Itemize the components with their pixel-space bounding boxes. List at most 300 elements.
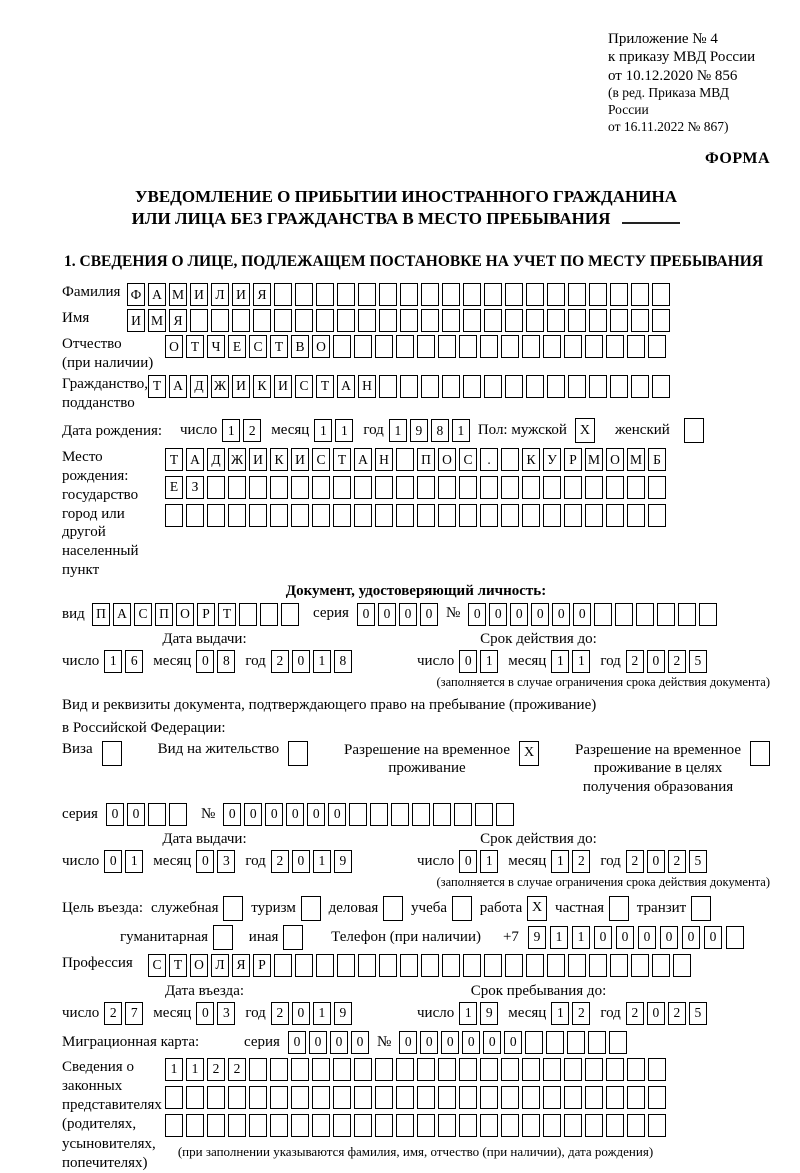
char-cell[interactable]: [316, 283, 334, 306]
char-cell[interactable]: [207, 1086, 225, 1109]
char-cell[interactable]: 0: [196, 850, 214, 873]
char-cell[interactable]: 1: [104, 650, 122, 673]
char-cell[interactable]: [358, 309, 376, 332]
char-cell[interactable]: [270, 1114, 288, 1137]
char-cell[interactable]: [652, 309, 670, 332]
char-cell[interactable]: М: [148, 309, 166, 332]
char-cell[interactable]: Р: [253, 954, 271, 977]
char-cell[interactable]: [609, 896, 629, 921]
char-cell[interactable]: [270, 504, 288, 527]
char-cell[interactable]: [288, 741, 308, 766]
char-cell[interactable]: [283, 925, 303, 950]
char-cell[interactable]: [358, 283, 376, 306]
char-cell[interactable]: [291, 1114, 309, 1137]
char-cell[interactable]: 1: [222, 419, 240, 442]
char-cell[interactable]: П: [417, 448, 435, 471]
char-cell[interactable]: 0: [552, 603, 570, 626]
char-cell[interactable]: 0: [399, 603, 417, 626]
char-cell[interactable]: 2: [668, 1002, 686, 1025]
char-cell[interactable]: 0: [459, 850, 477, 873]
char-cell[interactable]: Т: [316, 375, 334, 398]
char-cell[interactable]: [480, 1058, 498, 1081]
char-cell[interactable]: [636, 603, 654, 626]
char-cell[interactable]: [442, 954, 460, 977]
char-cell[interactable]: [253, 309, 271, 332]
char-cell[interactable]: 1: [551, 850, 569, 873]
char-cell[interactable]: 0: [420, 603, 438, 626]
char-cell[interactable]: [400, 954, 418, 977]
char-cell[interactable]: [312, 476, 330, 499]
char-cell[interactable]: [526, 375, 544, 398]
char-cell[interactable]: [699, 603, 717, 626]
char-cell[interactable]: 2: [243, 419, 261, 442]
char-cell[interactable]: 0: [647, 1002, 665, 1025]
char-cell[interactable]: [547, 954, 565, 977]
char-cell[interactable]: [417, 1086, 435, 1109]
char-cell[interactable]: [726, 926, 744, 949]
char-cell[interactable]: [526, 309, 544, 332]
char-cell[interactable]: 2: [271, 1002, 289, 1025]
char-cell[interactable]: [421, 283, 439, 306]
char-cell[interactable]: 1: [572, 926, 590, 949]
char-cell[interactable]: [438, 335, 456, 358]
char-cell[interactable]: [585, 476, 603, 499]
char-cell[interactable]: [459, 335, 477, 358]
char-cell[interactable]: И: [232, 283, 250, 306]
char-cell[interactable]: [186, 1086, 204, 1109]
char-cell[interactable]: [291, 1086, 309, 1109]
char-cell[interactable]: [588, 1031, 606, 1054]
char-cell[interactable]: [379, 954, 397, 977]
char-cell[interactable]: [375, 335, 393, 358]
char-cell[interactable]: [239, 603, 257, 626]
char-cell[interactable]: 1: [551, 1002, 569, 1025]
char-cell[interactable]: 3: [217, 1002, 235, 1025]
char-cell[interactable]: [391, 803, 409, 826]
char-cell[interactable]: 0: [420, 1031, 438, 1054]
char-cell[interactable]: [522, 335, 540, 358]
char-cell[interactable]: 1: [313, 1002, 331, 1025]
char-cell[interactable]: Ж: [211, 375, 229, 398]
char-cell[interactable]: [627, 1086, 645, 1109]
char-cell[interactable]: 0: [330, 1031, 348, 1054]
char-cell[interactable]: [442, 375, 460, 398]
char-cell[interactable]: 0: [196, 650, 214, 673]
char-cell[interactable]: 2: [572, 1002, 590, 1025]
char-cell[interactable]: 0: [468, 603, 486, 626]
char-cell[interactable]: [454, 803, 472, 826]
char-cell[interactable]: Т: [165, 448, 183, 471]
char-cell[interactable]: В: [291, 335, 309, 358]
char-cell[interactable]: [354, 476, 372, 499]
char-cell[interactable]: [505, 375, 523, 398]
char-cell[interactable]: 0: [357, 603, 375, 626]
char-cell[interactable]: 0: [459, 650, 477, 673]
char-cell[interactable]: [274, 954, 292, 977]
char-cell[interactable]: [484, 283, 502, 306]
char-cell[interactable]: И: [291, 448, 309, 471]
char-cell[interactable]: [463, 954, 481, 977]
char-cell[interactable]: [648, 1058, 666, 1081]
char-cell[interactable]: М: [169, 283, 187, 306]
char-cell[interactable]: 0: [489, 603, 507, 626]
char-cell[interactable]: [480, 1086, 498, 1109]
char-cell[interactable]: [522, 504, 540, 527]
char-cell[interactable]: 0: [127, 803, 145, 826]
char-cell[interactable]: [333, 1058, 351, 1081]
char-cell[interactable]: [312, 1058, 330, 1081]
char-cell[interactable]: [417, 1114, 435, 1137]
char-cell[interactable]: [691, 896, 711, 921]
char-cell[interactable]: О: [438, 448, 456, 471]
char-cell[interactable]: [547, 309, 565, 332]
char-cell[interactable]: [375, 1086, 393, 1109]
char-cell[interactable]: [606, 1058, 624, 1081]
char-cell[interactable]: 0: [106, 803, 124, 826]
char-cell[interactable]: [228, 1114, 246, 1137]
char-cell[interactable]: [568, 375, 586, 398]
char-cell[interactable]: [190, 309, 208, 332]
char-cell[interactable]: 0: [638, 926, 656, 949]
char-cell[interactable]: 2: [228, 1058, 246, 1081]
char-cell[interactable]: [301, 896, 321, 921]
char-cell[interactable]: А: [186, 448, 204, 471]
char-cell[interactable]: [291, 1058, 309, 1081]
char-cell[interactable]: [396, 1114, 414, 1137]
char-cell[interactable]: [480, 476, 498, 499]
char-cell[interactable]: 0: [223, 803, 241, 826]
char-cell[interactable]: [417, 1058, 435, 1081]
char-cell[interactable]: [186, 1114, 204, 1137]
char-cell[interactable]: [442, 283, 460, 306]
char-cell[interactable]: [379, 309, 397, 332]
char-cell[interactable]: 9: [410, 419, 428, 442]
char-cell[interactable]: Т: [186, 335, 204, 358]
char-cell[interactable]: [383, 896, 403, 921]
char-cell[interactable]: [585, 335, 603, 358]
char-cell[interactable]: Т: [148, 375, 166, 398]
char-cell[interactable]: [223, 896, 243, 921]
char-cell[interactable]: [543, 1086, 561, 1109]
char-cell[interactable]: [396, 448, 414, 471]
char-cell[interactable]: Н: [358, 375, 376, 398]
char-cell[interactable]: 2: [626, 850, 644, 873]
char-cell[interactable]: [606, 1086, 624, 1109]
char-cell[interactable]: [312, 1086, 330, 1109]
char-cell[interactable]: Т: [333, 448, 351, 471]
char-cell[interactable]: А: [113, 603, 131, 626]
char-cell[interactable]: [543, 504, 561, 527]
char-cell[interactable]: 0: [616, 926, 634, 949]
char-cell[interactable]: 0: [594, 926, 612, 949]
char-cell[interactable]: [379, 375, 397, 398]
char-cell[interactable]: [564, 1114, 582, 1137]
char-cell[interactable]: 0: [244, 803, 262, 826]
char-cell[interactable]: [337, 309, 355, 332]
char-cell[interactable]: [186, 504, 204, 527]
char-cell[interactable]: А: [354, 448, 372, 471]
char-cell[interactable]: [232, 309, 250, 332]
char-cell[interactable]: 1: [452, 419, 470, 442]
char-cell[interactable]: [585, 1114, 603, 1137]
char-cell[interactable]: [652, 954, 670, 977]
char-cell[interactable]: 0: [504, 1031, 522, 1054]
char-cell[interactable]: 2: [668, 650, 686, 673]
char-cell[interactable]: Т: [169, 954, 187, 977]
char-cell[interactable]: [585, 504, 603, 527]
char-cell[interactable]: [459, 1114, 477, 1137]
char-cell[interactable]: [480, 1114, 498, 1137]
char-cell[interactable]: [546, 1031, 564, 1054]
char-cell[interactable]: [547, 283, 565, 306]
char-cell[interactable]: [400, 309, 418, 332]
char-cell[interactable]: [501, 1086, 519, 1109]
char-cell[interactable]: 1: [186, 1058, 204, 1081]
char-cell[interactable]: Е: [228, 335, 246, 358]
char-cell[interactable]: [568, 283, 586, 306]
char-cell[interactable]: [526, 283, 544, 306]
char-cell[interactable]: [609, 1031, 627, 1054]
char-cell[interactable]: 1: [550, 926, 568, 949]
char-cell[interactable]: К: [522, 448, 540, 471]
char-cell[interactable]: 0: [660, 926, 678, 949]
char-cell[interactable]: [165, 1086, 183, 1109]
char-cell[interactable]: [564, 335, 582, 358]
char-cell[interactable]: 2: [626, 650, 644, 673]
char-cell[interactable]: Т: [218, 603, 236, 626]
char-cell[interactable]: [610, 283, 628, 306]
char-cell[interactable]: X: [519, 741, 539, 766]
char-cell[interactable]: [589, 283, 607, 306]
char-cell[interactable]: Р: [197, 603, 215, 626]
char-cell[interactable]: С: [295, 375, 313, 398]
char-cell[interactable]: 0: [292, 1002, 310, 1025]
char-cell[interactable]: [648, 1114, 666, 1137]
char-cell[interactable]: 5: [689, 1002, 707, 1025]
char-cell[interactable]: 1: [480, 650, 498, 673]
char-cell[interactable]: 0: [573, 603, 591, 626]
char-cell[interactable]: [417, 504, 435, 527]
char-cell[interactable]: [522, 1058, 540, 1081]
char-cell[interactable]: [274, 283, 292, 306]
char-cell[interactable]: 0: [104, 850, 122, 873]
char-cell[interactable]: [589, 954, 607, 977]
char-cell[interactable]: [333, 335, 351, 358]
char-cell[interactable]: [249, 504, 267, 527]
char-cell[interactable]: И: [190, 283, 208, 306]
char-cell[interactable]: И: [249, 448, 267, 471]
char-cell[interactable]: [213, 925, 233, 950]
char-cell[interactable]: [627, 504, 645, 527]
char-cell[interactable]: 9: [528, 926, 546, 949]
char-cell[interactable]: [648, 476, 666, 499]
char-cell[interactable]: [631, 283, 649, 306]
char-cell[interactable]: [207, 504, 225, 527]
char-cell[interactable]: Н: [375, 448, 393, 471]
char-cell[interactable]: 1: [389, 419, 407, 442]
char-cell[interactable]: [594, 603, 612, 626]
char-cell[interactable]: [438, 504, 456, 527]
char-cell[interactable]: 0: [307, 803, 325, 826]
char-cell[interactable]: [249, 1114, 267, 1137]
char-cell[interactable]: [615, 603, 633, 626]
char-cell[interactable]: 2: [626, 1002, 644, 1025]
char-cell[interactable]: Ф: [127, 283, 145, 306]
char-cell[interactable]: [270, 476, 288, 499]
char-cell[interactable]: [627, 1058, 645, 1081]
char-cell[interactable]: 0: [328, 803, 346, 826]
char-cell[interactable]: [295, 954, 313, 977]
char-cell[interactable]: [589, 375, 607, 398]
char-cell[interactable]: [484, 954, 502, 977]
char-cell[interactable]: [585, 1058, 603, 1081]
char-cell[interactable]: [522, 476, 540, 499]
char-cell[interactable]: [375, 476, 393, 499]
char-cell[interactable]: М: [585, 448, 603, 471]
char-cell[interactable]: 1: [572, 650, 590, 673]
char-cell[interactable]: 8: [334, 650, 352, 673]
char-cell[interactable]: [652, 375, 670, 398]
char-cell[interactable]: А: [169, 375, 187, 398]
char-cell[interactable]: [568, 309, 586, 332]
char-cell[interactable]: [295, 309, 313, 332]
char-cell[interactable]: [606, 335, 624, 358]
char-cell[interactable]: 0: [399, 1031, 417, 1054]
char-cell[interactable]: 0: [510, 603, 528, 626]
char-cell[interactable]: 0: [647, 850, 665, 873]
char-cell[interactable]: 2: [271, 650, 289, 673]
char-cell[interactable]: Б: [648, 448, 666, 471]
char-cell[interactable]: X: [575, 418, 595, 443]
char-cell[interactable]: 3: [217, 850, 235, 873]
char-cell[interactable]: С: [148, 954, 166, 977]
char-cell[interactable]: [421, 309, 439, 332]
char-cell[interactable]: 5: [689, 850, 707, 873]
char-cell[interactable]: 6: [125, 650, 143, 673]
char-cell[interactable]: [333, 476, 351, 499]
char-cell[interactable]: [211, 309, 229, 332]
char-cell[interactable]: С: [459, 448, 477, 471]
char-cell[interactable]: [606, 1114, 624, 1137]
char-cell[interactable]: 0: [196, 1002, 214, 1025]
char-cell[interactable]: Л: [211, 954, 229, 977]
char-cell[interactable]: [358, 954, 376, 977]
char-cell[interactable]: [480, 504, 498, 527]
char-cell[interactable]: [652, 283, 670, 306]
char-cell[interactable]: С: [134, 603, 152, 626]
char-cell[interactable]: 0: [483, 1031, 501, 1054]
char-cell[interactable]: [148, 803, 166, 826]
char-cell[interactable]: 1: [335, 419, 353, 442]
char-cell[interactable]: [370, 803, 388, 826]
char-cell[interactable]: [417, 335, 435, 358]
char-cell[interactable]: [228, 504, 246, 527]
char-cell[interactable]: 0: [441, 1031, 459, 1054]
char-cell[interactable]: [270, 1086, 288, 1109]
char-cell[interactable]: [564, 1086, 582, 1109]
char-cell[interactable]: [567, 1031, 585, 1054]
char-cell[interactable]: [438, 1058, 456, 1081]
char-cell[interactable]: [417, 476, 435, 499]
char-cell[interactable]: [412, 803, 430, 826]
char-cell[interactable]: [396, 476, 414, 499]
char-cell[interactable]: [501, 1058, 519, 1081]
char-cell[interactable]: 9: [334, 1002, 352, 1025]
char-cell[interactable]: 8: [217, 650, 235, 673]
char-cell[interactable]: 0: [378, 603, 396, 626]
char-cell[interactable]: [648, 504, 666, 527]
char-cell[interactable]: [400, 283, 418, 306]
char-cell[interactable]: [316, 954, 334, 977]
char-cell[interactable]: [228, 1086, 246, 1109]
char-cell[interactable]: [375, 1114, 393, 1137]
char-cell[interactable]: [501, 476, 519, 499]
char-cell[interactable]: О: [176, 603, 194, 626]
char-cell[interactable]: [169, 803, 187, 826]
char-cell[interactable]: [463, 375, 481, 398]
char-cell[interactable]: [610, 375, 628, 398]
char-cell[interactable]: X: [527, 896, 547, 921]
char-cell[interactable]: [421, 954, 439, 977]
char-cell[interactable]: Ж: [228, 448, 246, 471]
char-cell[interactable]: [501, 504, 519, 527]
char-cell[interactable]: [165, 504, 183, 527]
char-cell[interactable]: [543, 1058, 561, 1081]
char-cell[interactable]: [475, 803, 493, 826]
char-cell[interactable]: [648, 335, 666, 358]
char-cell[interactable]: 9: [480, 1002, 498, 1025]
char-cell[interactable]: [295, 283, 313, 306]
char-cell[interactable]: [312, 504, 330, 527]
char-cell[interactable]: О: [312, 335, 330, 358]
char-cell[interactable]: [438, 1114, 456, 1137]
char-cell[interactable]: [102, 741, 122, 766]
char-cell[interactable]: Я: [232, 954, 250, 977]
char-cell[interactable]: [459, 1086, 477, 1109]
char-cell[interactable]: 0: [682, 926, 700, 949]
char-cell[interactable]: [396, 335, 414, 358]
char-cell[interactable]: О: [190, 954, 208, 977]
char-cell[interactable]: [631, 309, 649, 332]
char-cell[interactable]: [165, 1114, 183, 1137]
char-cell[interactable]: [396, 1058, 414, 1081]
char-cell[interactable]: О: [606, 448, 624, 471]
char-cell[interactable]: [501, 1114, 519, 1137]
char-cell[interactable]: П: [92, 603, 110, 626]
char-cell[interactable]: [438, 1086, 456, 1109]
char-cell[interactable]: .: [480, 448, 498, 471]
char-cell[interactable]: [547, 375, 565, 398]
char-cell[interactable]: [505, 283, 523, 306]
char-cell[interactable]: [207, 1114, 225, 1137]
char-cell[interactable]: Р: [564, 448, 582, 471]
char-cell[interactable]: И: [274, 375, 292, 398]
char-cell[interactable]: 1: [314, 419, 332, 442]
char-cell[interactable]: 2: [104, 1002, 122, 1025]
char-cell[interactable]: 0: [647, 650, 665, 673]
char-cell[interactable]: 0: [309, 1031, 327, 1054]
char-cell[interactable]: Л: [211, 283, 229, 306]
char-cell[interactable]: Е: [165, 476, 183, 499]
char-cell[interactable]: Д: [207, 448, 225, 471]
char-cell[interactable]: Д: [190, 375, 208, 398]
char-cell[interactable]: [438, 476, 456, 499]
char-cell[interactable]: [396, 1086, 414, 1109]
char-cell[interactable]: [354, 335, 372, 358]
char-cell[interactable]: [400, 375, 418, 398]
char-cell[interactable]: 0: [292, 850, 310, 873]
char-cell[interactable]: [501, 335, 519, 358]
